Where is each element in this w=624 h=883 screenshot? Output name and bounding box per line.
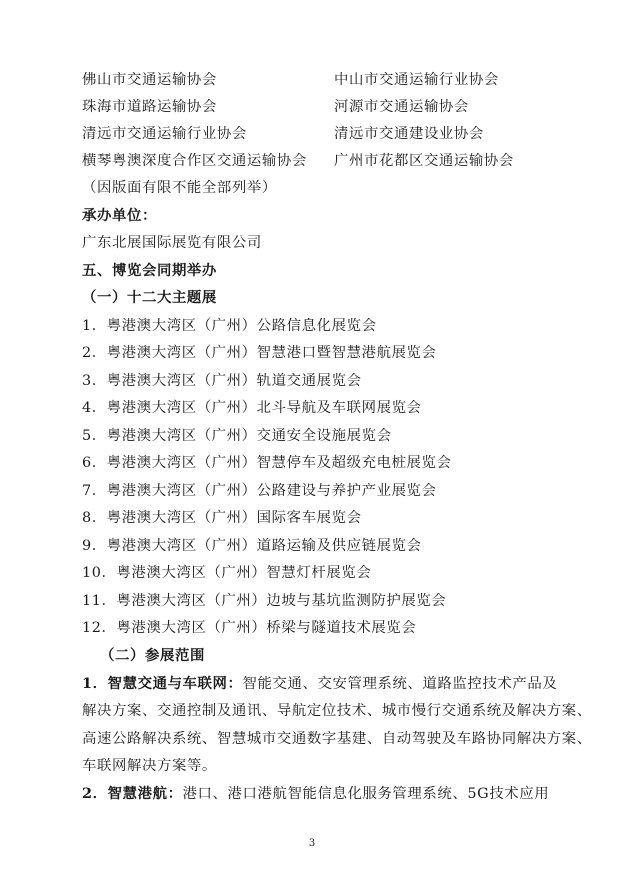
association-right-4: 广州市花都区交通运输协会 [334, 153, 514, 169]
scope-paragraph-1-line-4: 车联网解决方案等。 [82, 758, 217, 774]
organizer-name: 广东北展国际展览有限公司 [82, 235, 262, 251]
expo-item-3: 3．粤港澳大湾区（广州）轨道交通展览会 [82, 373, 362, 389]
association-left-4: 横琴粤澳深度合作区交通运输协会 [82, 153, 307, 169]
expo-item-7: 7．粤港澳大湾区（广州）公路建设与养护产业展览会 [82, 483, 437, 499]
association-left-1: 佛山市交通运输协会 [82, 72, 217, 88]
expo-item-4: 4．粤港澳大湾区（广州）北斗导航及车联网展览会 [82, 400, 422, 416]
association-right-2: 河源市交通运输协会 [334, 99, 469, 115]
scope-1-text: 智能交通、交安管理系统、道路监控技术产品及 [242, 676, 558, 692]
section-heading: 五、博览会同期举办 [82, 262, 217, 279]
association-right-3: 清远市交通建设业协会 [334, 126, 484, 142]
subsection-heading-scope: （二）参展范围 [100, 647, 205, 664]
scope-paragraph-2 [82, 784, 549, 804]
organizer-heading: 承办单位： [82, 207, 157, 224]
expo-item-11: 11．粤港澳大湾区（广州）边坡与基坑监测防护展览会 [82, 593, 447, 609]
page-number: 3 [308, 838, 316, 849]
scope-paragraph-1-line-3: 高速公路解决系统、智慧城市交通数字基建、自动驾驶及车路协同解决方案、 [82, 731, 592, 747]
expo-item-10: 10．粤港澳大湾区（广州）智慧灯杆展览会 [82, 565, 372, 581]
scope-2-text: 港口、港口港航智能信息化服务管理系统、5G技术应用 [182, 786, 550, 802]
scope-2-title: 2．智慧港航： [82, 785, 183, 802]
expo-item-12: 12．粤港澳大湾区（广州）桥梁与隧道技术展览会 [82, 620, 417, 636]
association-note: （因版面有限不能全部列举） [82, 180, 277, 196]
association-left-3: 清远市交通运输行业协会 [82, 126, 247, 142]
association-left-2: 珠海市道路运输协会 [82, 99, 217, 115]
expo-item-8: 8．粤港澳大湾区（广州）国际客车展览会 [82, 510, 362, 526]
expo-item-6: 6．粤港澳大湾区（广州）智慧停车及超级充电桩展览会 [82, 455, 452, 471]
subsection-heading-themes: （一）十二大主题展 [82, 289, 217, 306]
scope-1-title: 1．智慧交通与车联网： [82, 675, 243, 692]
expo-item-1: 1．粤港澳大湾区（广州）公路信息化展览会 [82, 318, 377, 334]
expo-item-2: 2．粤港澳大湾区（广州）智慧港口暨智慧港航展览会 [82, 345, 437, 361]
expo-item-9: 9．粤港澳大湾区（广州）道路运输及供应链展览会 [82, 538, 422, 554]
scope-paragraph-1-line-2: 解决方案、交通控制及通讯、导航定位技术、城市慢行交通系统及解决方案、 [82, 703, 592, 719]
scope-paragraph-1-line-1 [82, 674, 557, 694]
expo-item-5: 5．粤港澳大湾区（广州）交通安全设施展览会 [82, 428, 392, 444]
association-right-1: 中山市交通运输行业协会 [334, 72, 499, 88]
